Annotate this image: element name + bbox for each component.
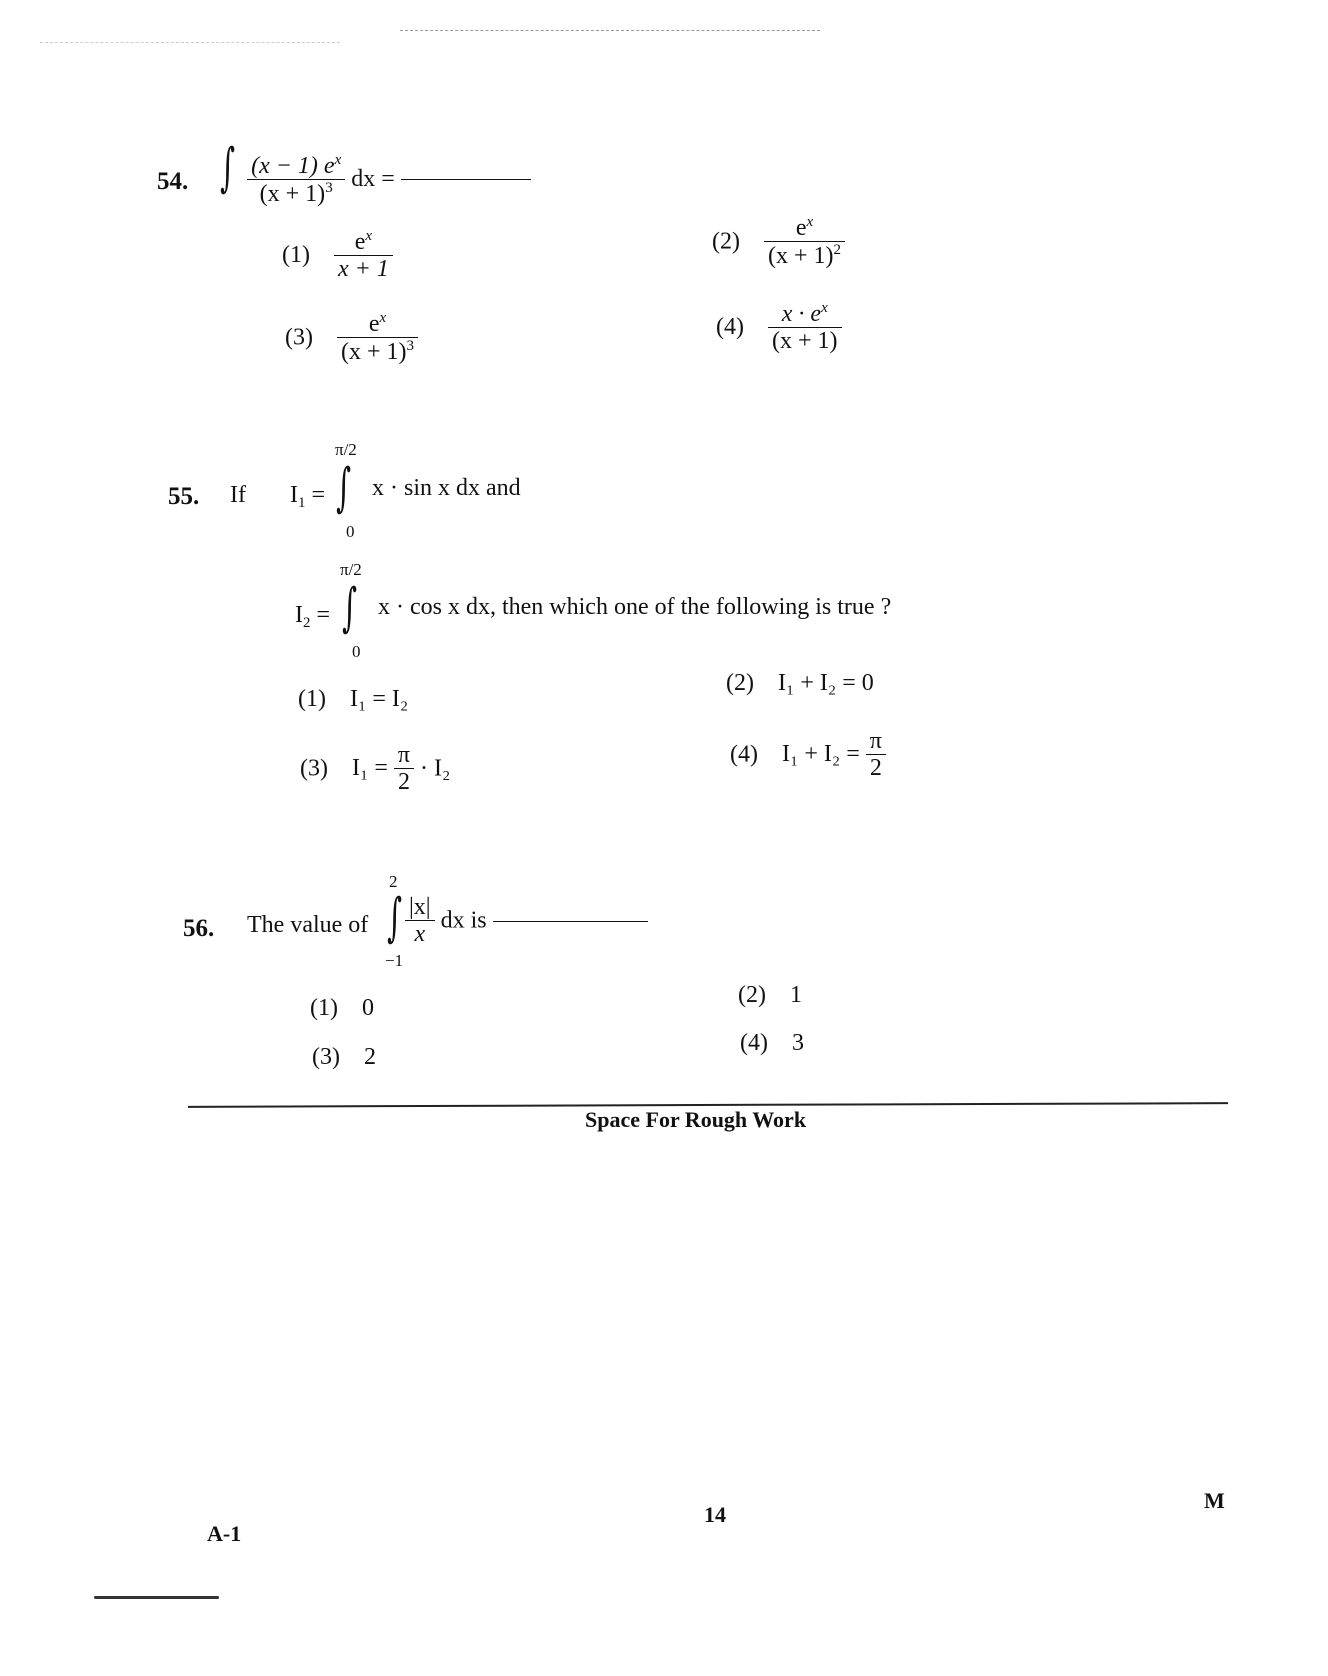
- option-3[interactable]: (3) I₁ = $\frac{\pi}{2}$ · I₂: [300, 742, 451, 796]
- question-number: 55.: [168, 483, 200, 510]
- integrand-fraction: $\frac{|x|}{x}$ dx is: [405, 894, 648, 948]
- upper-limit: 2: [389, 872, 398, 891]
- integral-sign: ∫: [387, 888, 402, 948]
- option-1[interactable]: (1) $\frac{e^x}{x + 1}$: [282, 228, 393, 283]
- option-4[interactable]: (4) $\frac{x \cdot e^x}{(x + 1)}$: [716, 300, 842, 355]
- i2-lhs: $I_2$ =: [295, 602, 331, 631]
- option-4[interactable]: (4) 3: [740, 1030, 804, 1056]
- option-1[interactable]: (1) 0: [310, 995, 374, 1021]
- lower-limit: −1: [385, 951, 404, 970]
- lower-limit: 0: [346, 522, 355, 541]
- upper-limit: π/2: [340, 560, 362, 579]
- integral-sign: ∫: [336, 458, 351, 518]
- option-2[interactable]: (2) $\frac{e^x}{(x + 1)^2}$: [712, 214, 845, 270]
- page-number: 14: [704, 1502, 726, 1527]
- footer-series: M: [1204, 1488, 1225, 1513]
- option-2[interactable]: (2) 1: [738, 982, 802, 1008]
- question-prefix: The value of: [247, 912, 369, 938]
- answer-blank: [493, 920, 648, 922]
- answer-blank: [401, 178, 531, 180]
- i1-integrand: x · sin x dx and: [372, 475, 521, 501]
- scan-smudge: [94, 1596, 219, 1599]
- scan-mark-top: [400, 30, 820, 31]
- lower-limit: 0: [352, 642, 361, 661]
- scan-mark-top-left: [40, 42, 340, 43]
- question-stem: ∫ $\frac{(x - 1) e^x}{(x + 1)^3}$ dx =: [214, 142, 531, 207]
- option-2[interactable]: (2) I₁ + I₂ = 0: [726, 670, 874, 696]
- integrand-fraction: $\frac{(x - 1) e^x}{(x + 1)^3}$: [247, 152, 345, 208]
- integral-sign: ∫: [220, 138, 235, 198]
- i1-lhs: $I_1$ =: [290, 482, 326, 511]
- rough-work-label: Space For Rough Work: [585, 1107, 807, 1132]
- if-word: If: [230, 482, 246, 508]
- question-number: 56.: [183, 915, 215, 942]
- i2-integrand: x · cos x dx, then which one of the following is true ?: [378, 594, 892, 620]
- integral-sign: ∫: [342, 578, 357, 638]
- question-number: 54.: [157, 168, 189, 195]
- option-1[interactable]: (1) I₁ = I₂: [298, 686, 409, 712]
- option-3[interactable]: (3) $\frac{e^x}{(x + 1)^3}$: [285, 310, 418, 366]
- upper-limit: π/2: [335, 440, 357, 459]
- option-4[interactable]: (4) I₁ + I₂ = $\frac{\pi}{2}$: [730, 728, 886, 782]
- footer-code: A-1: [207, 1521, 242, 1546]
- option-3[interactable]: (3) 2: [312, 1044, 376, 1070]
